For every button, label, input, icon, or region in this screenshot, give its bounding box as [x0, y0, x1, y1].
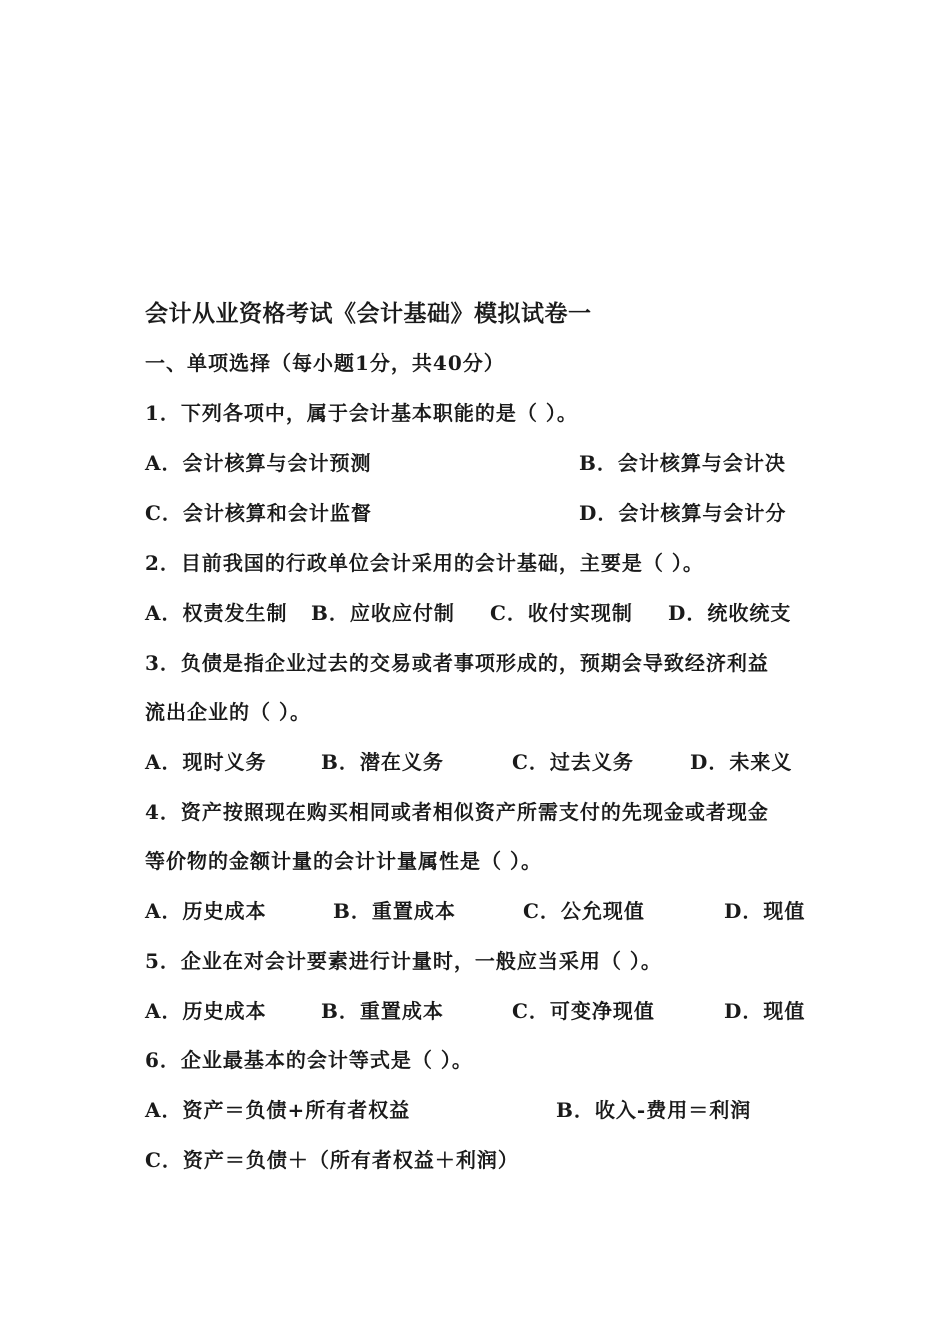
question-2-stem: 2．目前我国的行政单位会计采用的会计基础，主要是（ ）。 — [145, 551, 704, 575]
question-3-option-a: A．现时义务 — [145, 750, 267, 774]
question-3-option-d: D．未来义 — [690, 750, 793, 774]
question-5-option-c: C．可变净现值 — [512, 999, 655, 1023]
question-3-option-b: B．潜在义务 — [321, 750, 444, 774]
question-3-stem-line-2: 流出企业的（ ）。 — [145, 700, 311, 724]
question-6-stem: 6．企业最基本的会计等式是（ ）。 — [145, 1048, 473, 1072]
question-4-option-d: D．现值 — [724, 899, 806, 923]
question-1-option-d: D．会计核算与会计分 — [579, 501, 787, 525]
question-2-option-d: D．统收统支 — [668, 601, 792, 625]
question-1-stem: 1．下列各项中，属于会计基本职能的是（ ）。 — [145, 401, 578, 425]
question-3-stem-line-1: 3．负债是指企业过去的交易或者事项形成的，预期会导致经济利益 — [145, 651, 769, 675]
question-2-option-c: C．收付实现制 — [490, 601, 633, 625]
section-heading: 一、单项选择（每小题1分，共40分） — [145, 351, 505, 375]
question-4-option-c: C．公允现值 — [523, 899, 645, 923]
question-5-option-b: B．重置成本 — [321, 999, 444, 1023]
question-3-option-c: C．过去义务 — [512, 750, 634, 774]
question-5-option-d: D．现值 — [724, 999, 806, 1023]
question-4-stem-line-1: 4．资产按照现在购买相同或者相似资产所需支付的先现金或者现金 — [145, 800, 769, 824]
question-1-option-c: C．会计核算和会计监督 — [145, 501, 372, 525]
question-6-option-a: A．资产＝负债+所有者权益 — [145, 1098, 411, 1122]
question-1-option-a: A．会计核算与会计预测 — [145, 451, 372, 475]
question-5-option-a: A．历史成本 — [145, 999, 267, 1023]
question-2-option-a: A．权责发生制 — [145, 601, 288, 625]
question-4-option-a: A．历史成本 — [145, 899, 267, 923]
question-5-stem: 5．企业在对会计要素进行计量时，一般应当采用（ ）。 — [145, 949, 662, 973]
question-6-option-b: B．收入-费用＝利润 — [556, 1098, 752, 1122]
question-1-option-b: B．会计核算与会计决 — [579, 451, 786, 475]
question-4-option-b: B．重置成本 — [333, 899, 456, 923]
question-6-option-c: C．资产＝负债＋（所有者权益＋利润） — [145, 1148, 519, 1172]
question-4-stem-line-2: 等价物的金额计量的会计计量属性是（ ）。 — [145, 849, 542, 873]
question-2-option-b: B．应收应付制 — [311, 601, 455, 625]
exam-title: 会计从业资格考试《会计基础》模拟试卷一 — [145, 300, 592, 327]
